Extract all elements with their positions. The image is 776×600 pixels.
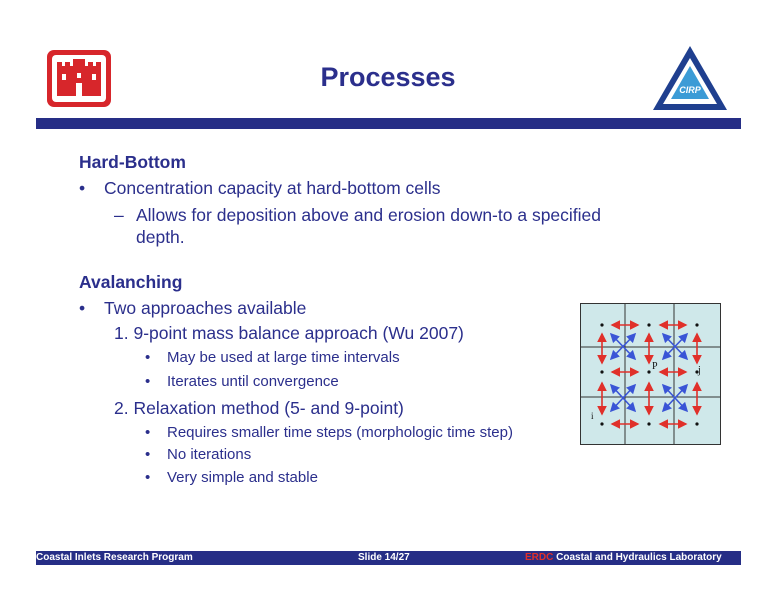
node-point (695, 422, 698, 425)
bullet-marker: • (145, 373, 151, 390)
node-point (647, 422, 650, 425)
bullet-marker: • (145, 469, 151, 486)
method2-point: No iterations (167, 446, 252, 463)
cirp-logo (651, 44, 729, 112)
node-point (600, 370, 603, 373)
node-point (695, 323, 698, 326)
method1: 1. 9-point mass balance approach (Wu 2007) (114, 323, 464, 343)
bullet-marker: • (145, 424, 151, 441)
node-point (600, 422, 603, 425)
cirp-logo-text: CIRP (679, 85, 701, 95)
method2-point: Requires smaller time steps (morphologic time step) (167, 424, 513, 441)
hard-bottom-sub-line2: depth. (136, 227, 185, 247)
node-point (600, 323, 603, 326)
label-i: i (591, 411, 594, 421)
dash-marker: – (114, 205, 124, 225)
footer-program: Coastal Inlets Research Program (36, 552, 193, 563)
page-title: Processes (320, 62, 456, 92)
footer-lab-name: Coastal and Hydraulics Laboratory (556, 552, 722, 563)
method2: 2. Relaxation method (5- and 9-point) (114, 398, 404, 418)
bullet-marker: • (79, 298, 86, 318)
bullet-marker: • (145, 349, 151, 366)
hard-bottom-heading: Hard-Bottom (79, 152, 186, 172)
label-p: P (652, 361, 658, 372)
header-bar (36, 118, 741, 129)
bullet-marker: • (145, 446, 151, 463)
hard-bottom-bullet: Concentration capacity at hard-bottom cells (104, 178, 441, 198)
footer-lab (525, 552, 722, 563)
avalanching-bullet: Two approaches available (104, 298, 307, 318)
method1-point: May be used at large time intervals (167, 349, 400, 366)
label-j: j (698, 365, 701, 376)
avalanching-stencil-diagram (580, 303, 721, 445)
footer-erdc: ERDC (525, 552, 554, 563)
bullet-marker: • (79, 178, 86, 198)
node-point (647, 323, 650, 326)
footer-slide-number: Slide 14/27 (358, 552, 410, 563)
hard-bottom-sub-line1: Allows for deposition above and erosion down-to a specified (136, 205, 602, 225)
method1-point: Iterates until convergence (167, 373, 339, 390)
node-point (647, 370, 650, 373)
method2-point: Very simple and stable (167, 469, 318, 486)
avalanching-heading: Avalanching (79, 272, 183, 292)
